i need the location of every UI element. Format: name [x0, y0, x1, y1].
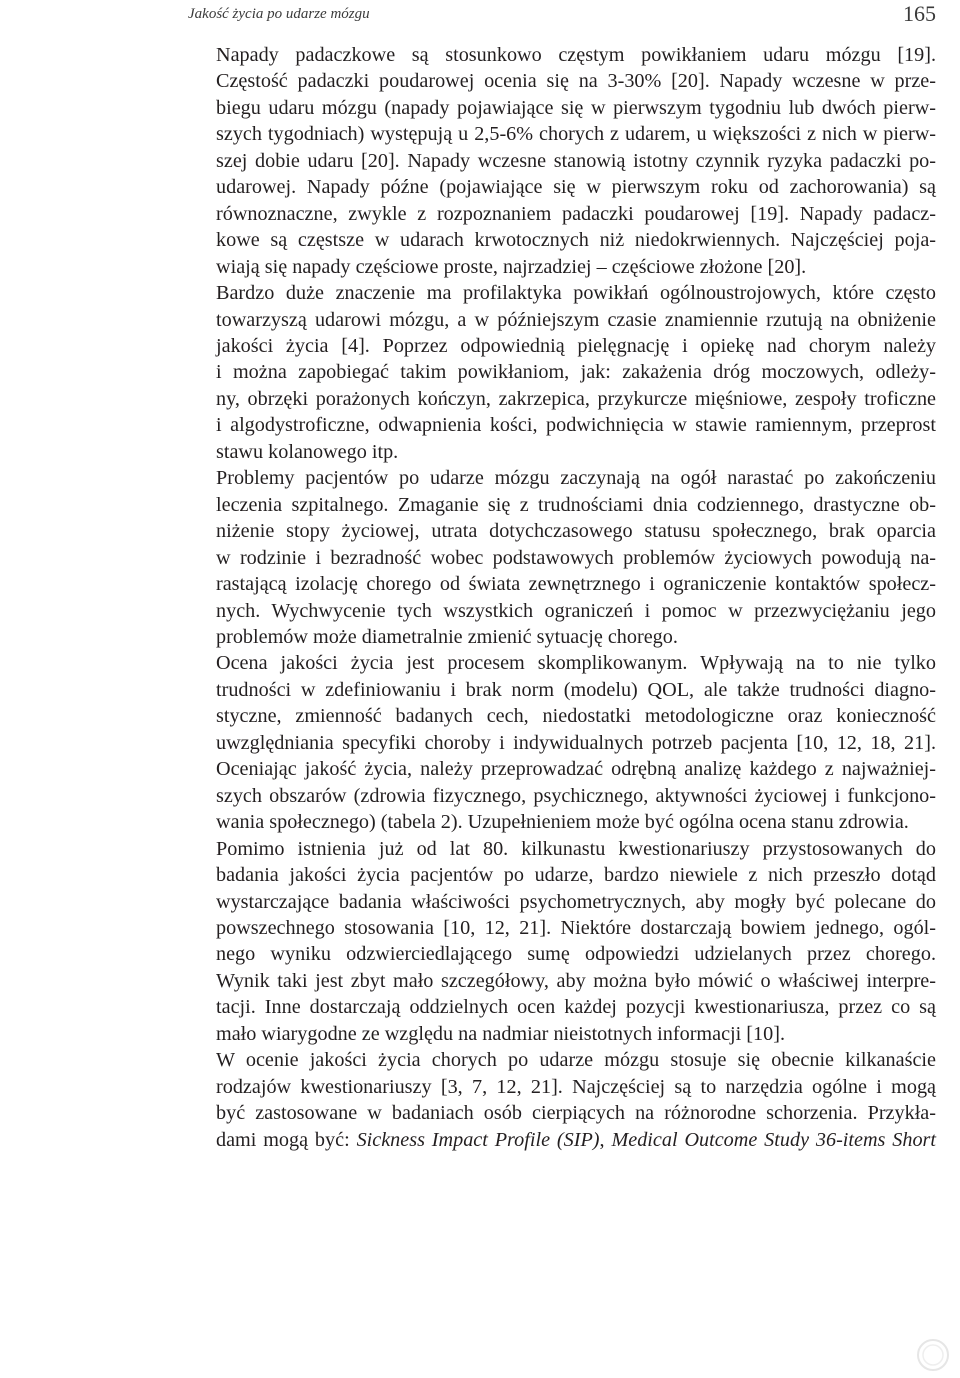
text-line: Pomimo istnienia już od lat 80. kilkunastu kwestionariuszy przystosowanych do [216, 837, 936, 860]
text-line [188, 1127, 936, 1153]
running-header-title: Jakość życia po udarze mózgu [188, 6, 370, 22]
text-line: styczne, zmienność badanych cech, niedostatki metodologiczne oraz konieczność [216, 705, 936, 728]
text-line: mało wiarygodne ze względu na nadmiar nieistotnych informacji [10]. [216, 1022, 785, 1045]
paragraph-questionnaires [188, 836, 936, 1048]
text-line: stawu kolanowego itp. [216, 440, 399, 463]
page-number: 165 [903, 1, 936, 26]
text-line: W ocenie jakości życia chorych po udarze mózgu stosuje się obecnie kilkanaście [216, 1049, 936, 1072]
text-line: trudności w zdefiniowaniu i brak norm (modelu) QOL, ale także trudności diagno- [216, 678, 936, 701]
paragraph-seizures [188, 42, 936, 280]
paragraph-tools [188, 1047, 936, 1153]
text-line: rastającą izolację chorego od świata zewnętrznego i ograniczenie kontaktów społecz- [216, 573, 936, 596]
text-line: być zastosowane w badaniach osób cierpiących na różnorodne schorzenia. Przykła- [216, 1102, 936, 1125]
text-line: badania jakości życia pacjentów po udarze, bardzo niewiele z nich przeszło dotąd [216, 864, 936, 887]
text-line: szych obszarów (zdrowia fizycznego, psychicznego, aktywności życiowej i funkcjono- [216, 784, 936, 807]
text-line: rodzajów kwestionariuszy [3, 7, 12, 21]. Najczęściej są to narzędzia ogólne i mogą [216, 1075, 936, 1098]
text-line: kowe są częstsze w udarach krwotocznych niż niedokrwiennych. Najczęściej poja- [216, 229, 936, 252]
text-line: leczenia szpitalnego. Zmaganie się z trudnościami dnia codziennego, drastyczne ob- [216, 493, 936, 516]
paragraph-problems [188, 465, 936, 650]
text-line: w rodzinie i bezradność wobec podstawowych problemów życiowych powodują na- [216, 546, 936, 569]
text-line: uwzględniania specyfiki choroby i indywidualnych potrzeb pacjenta [10, 12, 18, 21]. [216, 731, 936, 754]
text-line: Częstość padaczki poudarowej ocenia się na 3-30% [20]. Napady wczesne w prze- [216, 70, 936, 93]
text-line: biegu udaru mózgu (napady pojawiające się w pierwszym tygodniu lub dwóch pierw- [216, 96, 936, 119]
text-line: ny, obrzęki porażonych kończyn, zakrzepica, przykurcze mięśniowe, zespoły troficzne [216, 387, 936, 410]
paragraph-assessment [188, 650, 936, 835]
text-line: nego wyniku odzwierciedlającego sumę odpowiedzi udzielanych przez chorego. [216, 943, 936, 966]
text-line: szej dobie udaru [20]. Napady wczesne stanowią istotny czynnik ryzyka padaczki po- [216, 149, 936, 172]
text-line: wystarczające badania właściwości psychometrycznych, aby mogły być polecane do [216, 890, 936, 913]
text-line: wania społecznego) (tabela 2). Uzupełnieniem może być ogólna ocena stanu zdrowia. [216, 811, 909, 834]
text-line: problemów może diametralnie zmienić sytuację chorego. [216, 625, 678, 648]
watermark-icon [916, 1338, 950, 1372]
instrument-name-sf36: Medical Outcome Study 36-items Short [611, 1128, 937, 1151]
text-line: nych. Wychwycenie tych wszystkich ograniczeń i pomoc w przezwyciężaniu jego [216, 599, 936, 622]
text-line: Wynik taki jest zbyt mało szczegółowy, aby można było mówić o właściwej interpre- [216, 969, 936, 992]
text-line: tacji. Inne dostarczają oddzielnych ocen każdej pozycji kwestionariusza, przez co są [216, 996, 936, 1019]
text-line: jakości życia [4]. Poprzez odpowiednią pielęgnację i opiekę nad chorym należy [216, 334, 936, 357]
text-line: Ocena jakości życia jest procesem skomplikowanym. Wpływają na to nie tylko [216, 652, 936, 675]
text-line: powszechnego stosowania [10, 12, 21]. Niektóre dostarczają bowiem jednego, ogól- [216, 916, 936, 939]
text-line: i algodystroficzne, odwapnienia kości, podwichnięcia w stawie ramiennym, przeprost [216, 414, 936, 437]
text-line: udarowej. Napady późne (pojawiające się w pierwszym roku od zachorowania) są [216, 176, 936, 199]
text-line: Oceniając jakość życia, należy przeprowadzać odrębną analizę każdego z najważniej- [216, 758, 936, 781]
text-line: równoznaczne, zwykle z rozpoznaniem padaczki poudarowej [19]. Napady padacz- [216, 202, 936, 225]
running-header [188, 0, 936, 40]
text-line: i można zapobiegać takim powikłaniom, jak: zakażenia dróg moczowych, odleży- [216, 361, 936, 384]
paragraph-prevention [188, 280, 936, 465]
body-text [188, 42, 936, 1153]
text-line: niżenie stopy życiowej, utrata dotychczasowego statusu społecznego, brak oparcia [216, 520, 936, 543]
text-line: Problemy pacjentów po udarze mózgu zaczynają na ogół narastać po zakończeniu [216, 467, 936, 490]
text-line: Bardzo duże znaczenie ma profilaktyka powikłań ogólnoustrojowych, które często [216, 282, 936, 305]
text-line: wiają się napady częściowe proste, najrzadziej – częściowe złożone [20]. [216, 255, 807, 278]
text-line: towarzyszą udarowi mózgu, a w późniejszym czasie znamiennie rzutują na obniżenie [216, 308, 936, 331]
text-run: dami mogą być: [216, 1128, 357, 1151]
text-line: Napady padaczkowe są stosunkowo częstym powikłaniem udaru mózgu [19]. [216, 44, 936, 66]
text-line: szych tygodniach) występują u 2,5-6% chorych z udarem, u większości z nich w pierw- [216, 123, 936, 146]
instrument-name-sip: Sickness Impact Profile (SIP) [356, 1128, 600, 1151]
text-run: , [599, 1128, 612, 1151]
